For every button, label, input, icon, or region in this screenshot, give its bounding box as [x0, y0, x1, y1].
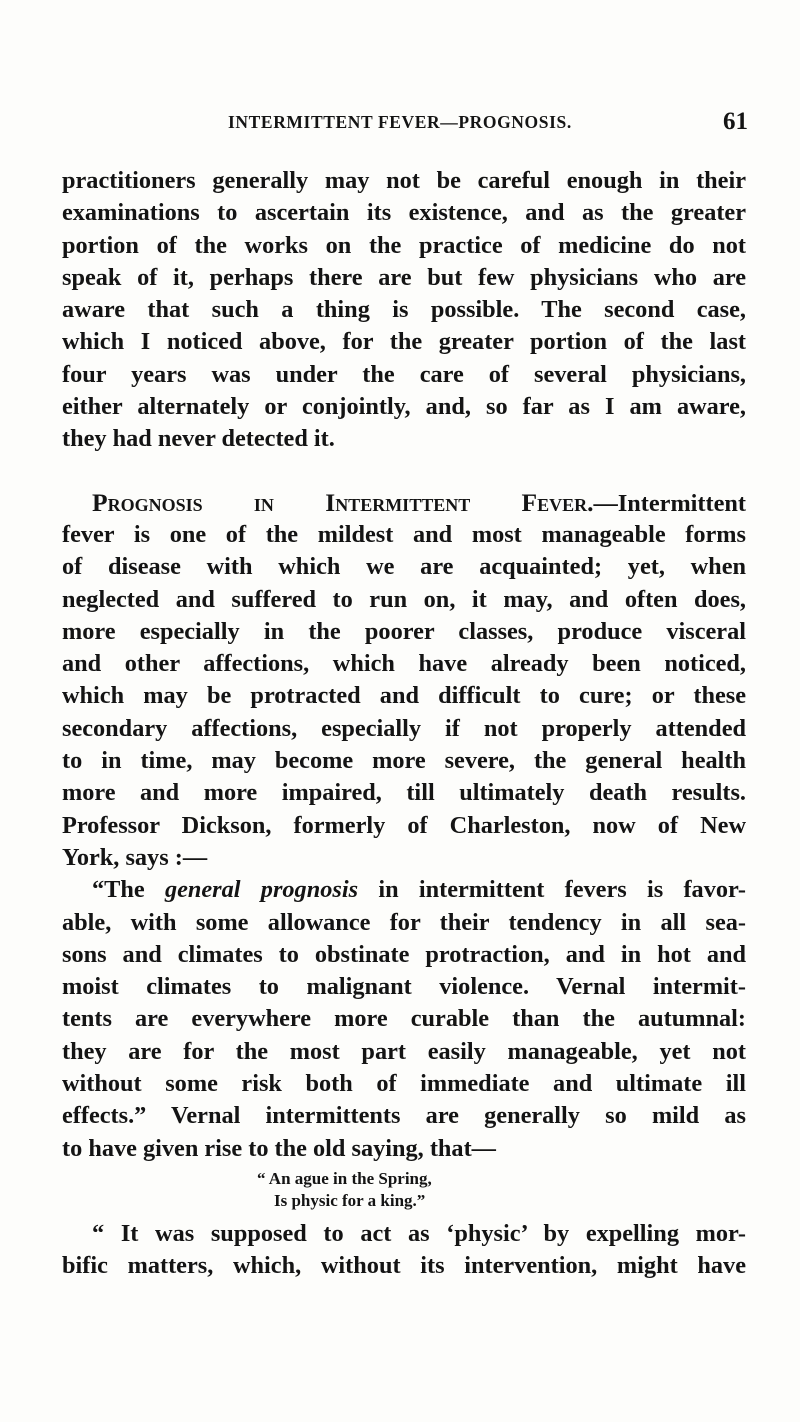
verse-line: Is physic for a king.”	[274, 1190, 426, 1210]
text-line: “ It was supposed to act as ‘physic’ by expelling mor-	[92, 1219, 746, 1247]
text-line: to in time, may become more severe, the general health	[62, 747, 746, 775]
text-line: four years was under the care of several physicians,	[62, 360, 746, 388]
italic-phrase: general prognosis	[164, 876, 359, 904]
paragraph-1	[62, 165, 746, 456]
text-line: and other affections, which have already been noticed,	[62, 650, 746, 678]
text-line: York, says :—	[62, 843, 208, 871]
text-line: more especially in the poorer classes, produce visceral	[62, 617, 746, 645]
text-line: moist climates to malignant violence. Vernal intermit-	[62, 973, 746, 1001]
text-line: secondary affections, especially if not properly attended	[62, 714, 746, 742]
quote-continuation: in intermittent fevers is favor-	[358, 876, 746, 904]
text-line: speak of it, perhaps there are but few physicians who are	[62, 263, 746, 291]
text-line	[62, 874, 746, 906]
text-line: which I noticed above, for the greater portion of the last	[62, 328, 746, 356]
text-line: either alternately or conjointly, and, so far as I am aware,	[62, 393, 746, 421]
running-header	[228, 108, 748, 142]
verse-line: “ An ague in the Spring,	[257, 1168, 432, 1188]
text-line: which may be protracted and difficult to cure; or these	[62, 682, 746, 710]
text-line: of disease with which we are acquainted; yet, when	[62, 553, 746, 581]
section-heading: Prognosis in Intermittent Fever.	[92, 487, 594, 517]
text-line: aware that such a thing is possible. The second case,	[62, 296, 746, 324]
text-line: tents are everywhere more curable than the autumnal:	[62, 1005, 746, 1033]
text-line: examinations to ascertain its existence, and as the greater	[62, 199, 746, 227]
page-number: 61	[723, 108, 748, 135]
heading-continuation: —Intermittent	[593, 489, 746, 517]
text-line: they had never detected it.	[62, 425, 335, 453]
text-line: they are for the most part easily manageable, yet not	[62, 1037, 746, 1065]
text-line: neglected and suffered to run on, it may, and often does,	[62, 585, 746, 613]
text-line: effects.” Vernal intermittents are generally so mild as	[62, 1102, 746, 1130]
text-line: able, with some allowance for their tendency in all sea-	[62, 908, 746, 936]
paragraph-spacer	[62, 456, 746, 487]
paragraph-2	[62, 487, 746, 875]
text-line: to have given rise to the old saying, that—	[62, 1134, 496, 1162]
text-line	[62, 487, 746, 519]
text-line: more and more impaired, till ultimately death results.	[62, 779, 746, 807]
text-line: without some risk both of immediate and ultimate ill	[62, 1070, 746, 1098]
page-body	[62, 165, 746, 1283]
text-line: Professor Dickson, formerly of Charleston, now of New	[62, 811, 746, 839]
verse-quotation	[62, 1165, 746, 1218]
text-line: sons and climates to obstinate protraction, and in hot and	[62, 940, 746, 968]
paragraph-3	[62, 874, 746, 1165]
paragraph-4	[62, 1218, 746, 1283]
text-line: fever is one of the mildest and most manageable forms	[62, 520, 746, 548]
quote-open: “The	[92, 876, 165, 904]
text-line: bific matters, which, without its intervention, might have	[62, 1252, 746, 1280]
text-line: portion of the works on the practice of medicine do not	[62, 231, 746, 259]
running-title: INTERMITTENT FEVER—PROGNOSIS.	[228, 112, 572, 132]
text-line: practitioners generally may not be careful enough in their	[62, 167, 746, 194]
